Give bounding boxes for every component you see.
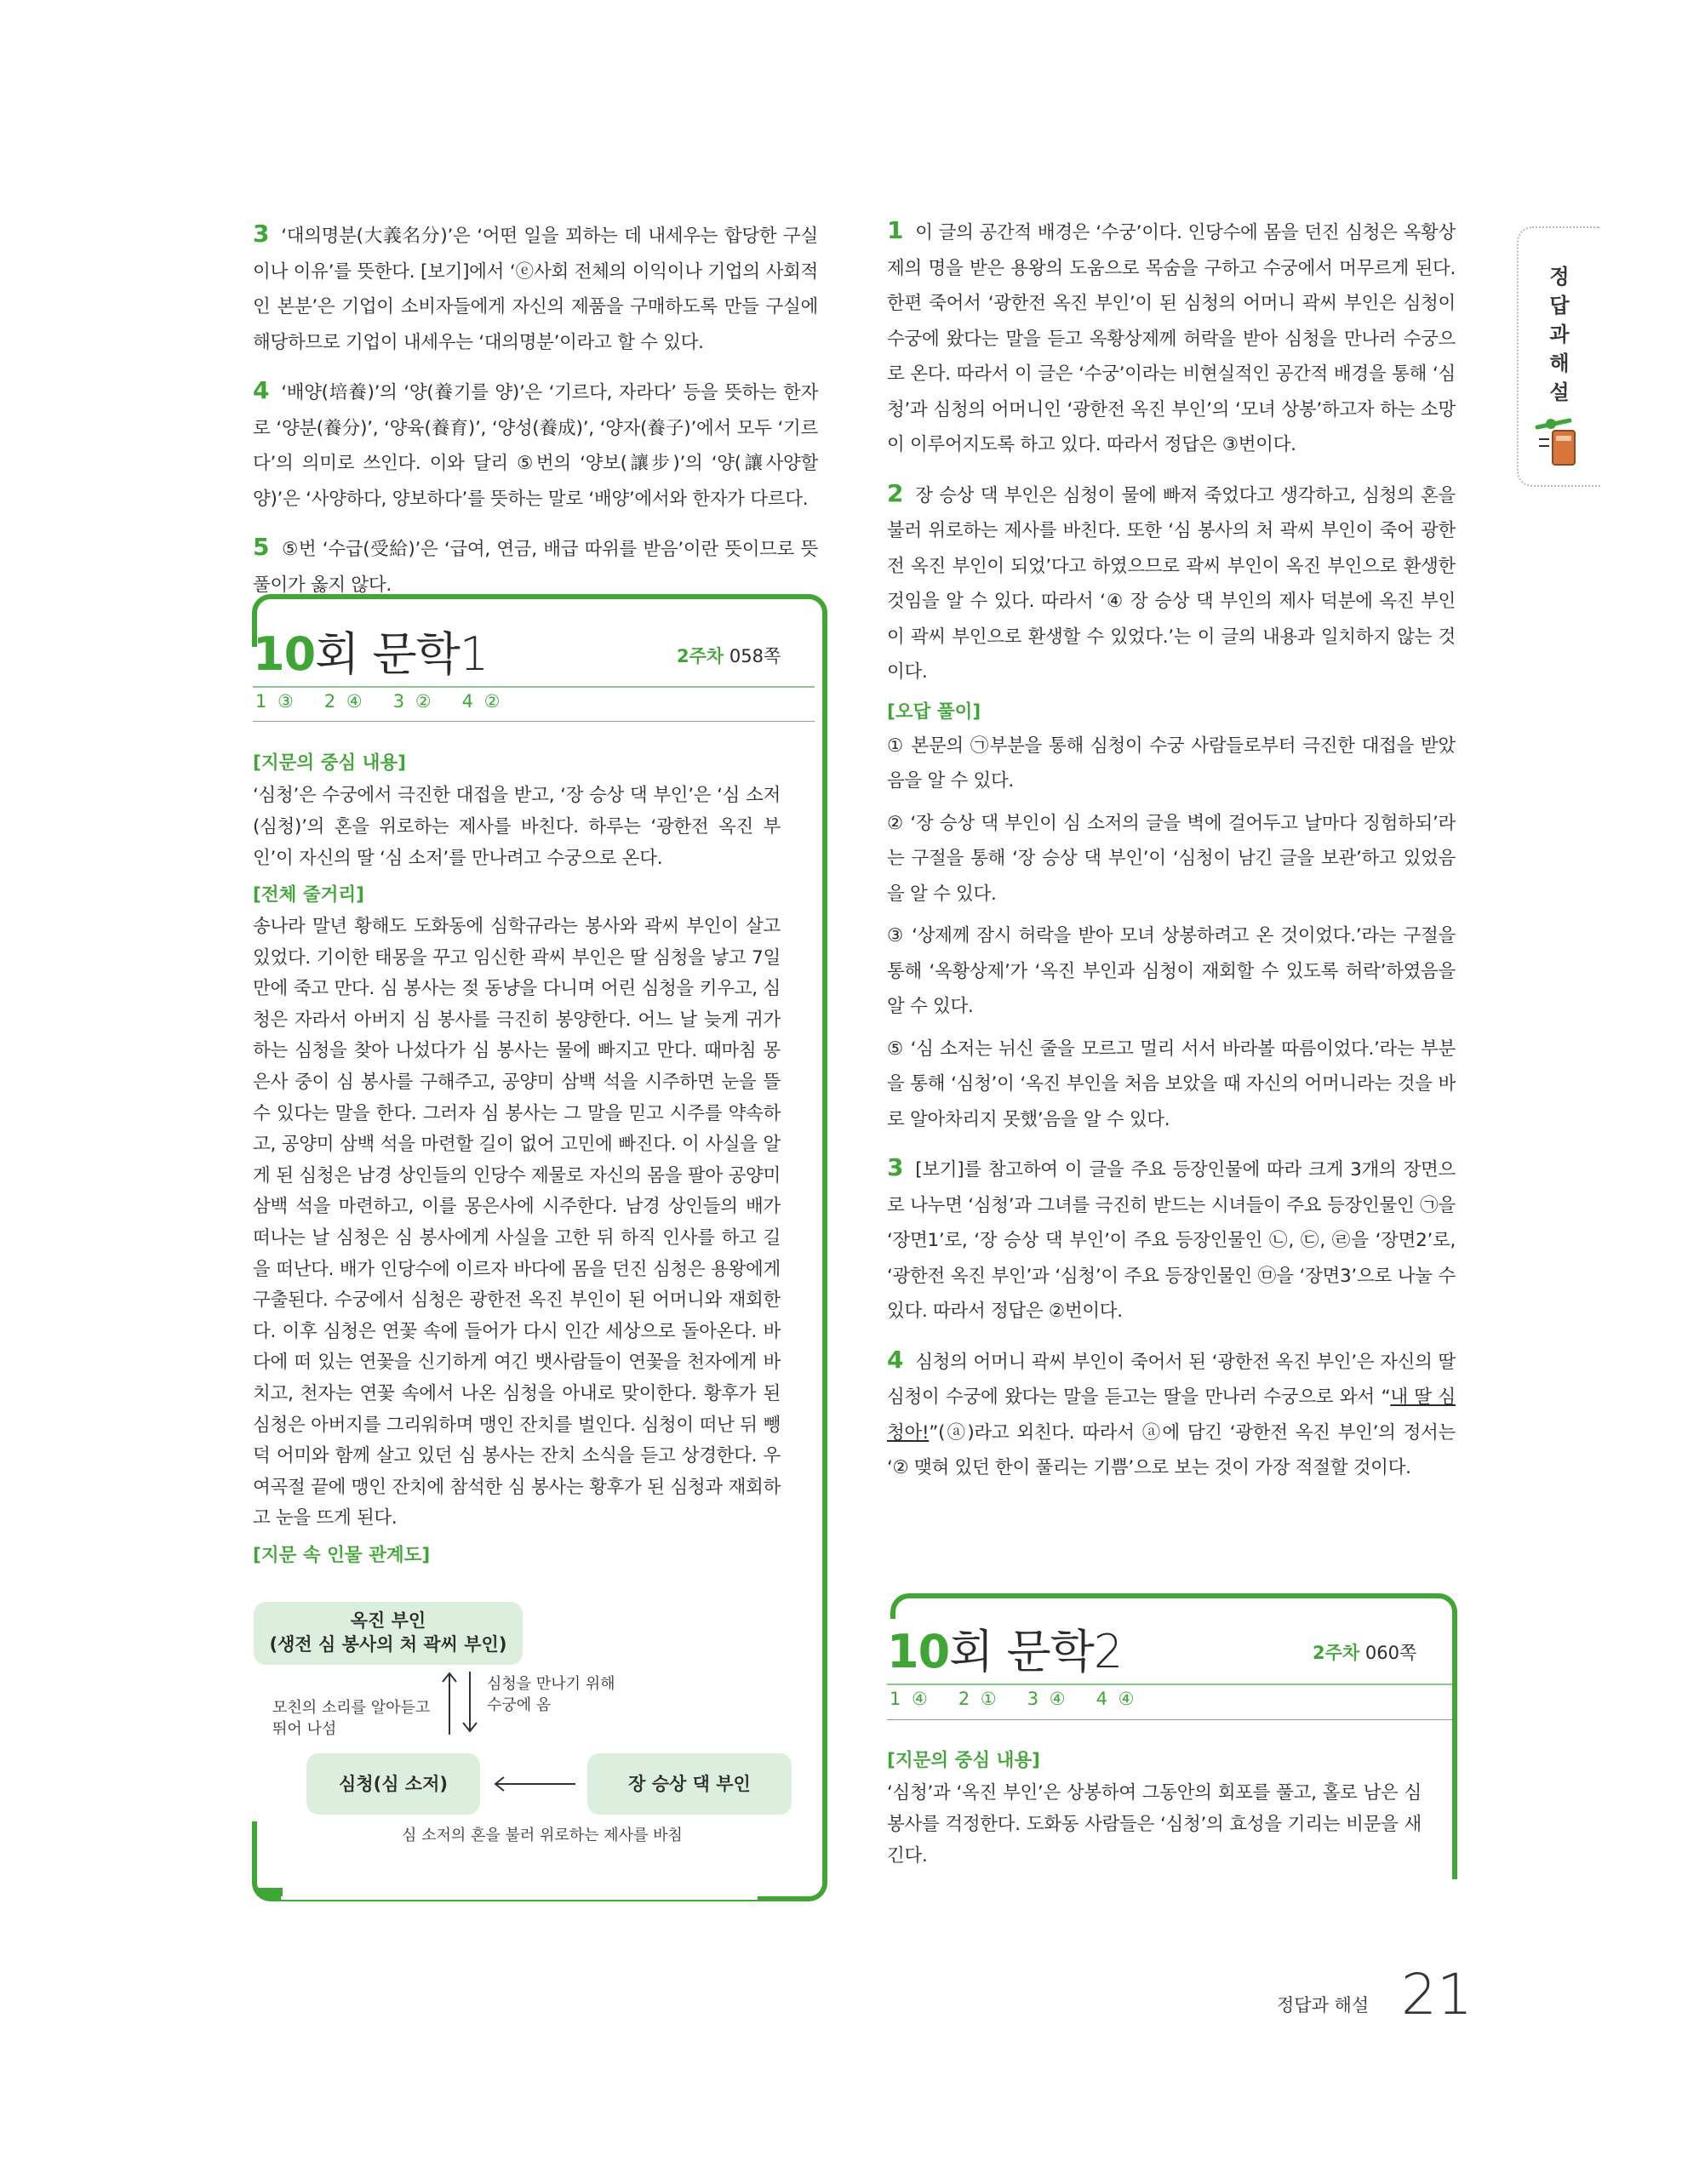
plot-heading: [전체 줄거리] [253,884,364,906]
center-content-heading-2: [지문의 중심 내용] [887,1750,1041,1771]
wrong-item-5: ⑤ ‘심 소저는 뉘신 줄을 모르고 멀리 서서 바라볼 따름이었다.’라는 부분을 통해 ‘심청’이 ‘옥진 부인을 처음 보았을 때 자신의 어머니라는 것을 바로 알아차리지 못했’음을 알 수 있다. [887,1038,1456,1130]
wrong-item-1: ① 본문의 ㉠부분을 통해 심청이 수궁 사람들로부터 극진한 대접을 받았음을 알 수 있다. [887,735,1456,792]
answer-3-explanation-right: 3 [보기]를 참고하여 이 글을 주요 등장인물에 따라 크게 3개의 장면으로 나누면 ‘심청’과 그녀를 극진히 받드는 시녀들이 주요 등장인물인 ㉠을 ‘장면1’로, ‘장 승상 댁 부인’이 주요 등장인물인 ㉡, ㉢, ㉣을 ‘장면2’로, ‘광한전 옥진 부인’과 ‘심청’이 주요 등장인물인 ㉤을 ‘장면3’으로 나눌 수 있다. 따라서 정답은 ②번이다. [887,1153,1456,1322]
wrong-item-2: ② ‘장 승상 댁 부인이 심 소저의 글을 벽에 걸어두고 날마다 징험하되’라는 구절을 통해 ‘장 승상 댁 부인’이 ‘심청이 남긴 글을 보관’하고 있었음을 알 수 있다. [887,812,1456,905]
answer-key-2: 1 ④ 2 ① 3 ④ 4 ④ [890,1689,1135,1709]
right-arrow-caption: 심청을 만나기 위해 수궁에 옴 [487,1675,615,1714]
center-content-text-2: ‘심청’과 ‘옥진 부인’은 상봉하여 그동안의 회포를 풀고, 홀로 남은 심 봉사를 걱정한다. 도화동 사람들은 ‘심청’의 효성을 기리는 비문을 새긴다. [887,1782,1422,1867]
footer-label: 정답과 해설 [1277,1995,1370,2015]
node-okjin-buin: 옥진 부인 (생전 심 봉사의 처 곽씨 부인) [254,1602,523,1665]
page-number: 21 [1401,1962,1473,2027]
left-column-top [253,216,818,615]
bottom-caption: 심 소저의 혼을 불러 위로하는 제사를 바침 [402,1827,683,1844]
section-divider-1b [253,721,815,722]
bidirectional-arrow-icon [436,1668,487,1738]
section-title-2: 10회 문학2 [887,1625,1123,1678]
answer-2-explanation: 2 장 승상 댁 부인은 심청이 물에 빠져 죽었다고 생각하고, 심청의 혼을 불러 위로하는 제사를 바친다. 또한 ‘심 봉사의 처 곽씨 부인이 죽어 광한전 옥진 부인이 되었’다고 하였으므로 곽씨 부인이 옥진 부인으로 환생한 것임을 알 수 있다. 따라서 ‘④ 장 승상 댁 부인의 제사 덕분에 옥진 부인이 곽씨 부인으로 환생할 수 있었다.’는 이 글의 내용과 일치하지 않는 것이다. [887,478,1456,683]
section-divider-2b [887,1719,1452,1720]
node-simcheong: 심청(심 소저) [306,1753,480,1815]
section-week-1: 2주차 058쪽 [677,646,781,666]
book-and-pencil-icon [1534,414,1585,470]
left-arrow-icon [492,1774,577,1794]
box1-content [253,742,781,1572]
wrong-answer-heading: [오답 풀이] [887,700,981,723]
wrong-item-3: ③ ‘상제께 잠시 허락을 받아 모녀 상봉하려고 온 것이었다.’라는 구절을 통해 ‘옥황상제’가 ‘옥진 부인과 심청이 재회할 수 있도록 허락’하였음을 알 수 있다. [887,925,1456,1017]
answer-4-explanation: 4 ‘배양(培養)’의 ‘양(養기를 양)’은 ‘기르다, 자라다’ 등을 뜻하는 한자로 ‘양분(養分)’, ‘양육(養育)’, ‘양성(養成)’, ‘양자(養子)’에서 모두 ‘기르다’의 의미로 쓰인다. 이와 달리 ⑤번의 ‘양보(讓步)’의 ‘양(讓사양할 양)’은 ‘사양하다, 양보하다’를 뜻하는 말로 ‘배양’에서와 한자가 다르다. [253,376,818,510]
center-content-heading: [지문의 중심 내용] [253,752,407,774]
answer-3-explanation: 3 ‘대의명분(大義名分)’은 ‘어떤 일을 꾀하는 데 내세우는 합당한 구실이나 이유’를 뜻한다. [보기]에서 ‘ⓔ사회 전체의 이익이나 기업의 사회적인 본분’은 기업이 소비자들에게 자신의 제품을 구매하도록 만들 구실에 해당하므로 기업이 내세우는 ‘대의명분’이라고 할 수 있다. [253,220,818,353]
relationship-heading: [지문 속 인물 관계도] [253,1544,431,1566]
side-tab-label: 정 답 과 해 설 [1549,265,1570,404]
section-title-1: 10회 문학1 [253,627,489,681]
plot-text: 송나라 말년 황해도 도화동에 심학규라는 봉사와 곽씨 부인이 살고 있었다. 기이한 태몽을 꾸고 임신한 곽씨 부인은 딸 심청을 낳고 7일 만에 죽고 만다. 심 봉사는 젖 동냥을 다니며 어린 심청을 키우고, 심청은 자라서 아버지 심 봉사를 극진히 봉양한다. 어느 날 늦게 귀가하는 심청을 찾아 나섰다가 심 봉사는 물에 빠지고 만다. 때마침 몽은사 중이 심 봉사를 구해주고, 공양미 삼백 석을 시주하면 눈을 뜰 수 있다는 말을 한다. 그러자 심 봉사는 그 말을 믿고 시주를 약속하고, 공양미 삼백 석을 마련할 길이 없어 고민에 빠진다. 이 사실을 알게 된 심청은 남경 상인들의 인당수 제물로 자신의 몸을 팔아 공양미 삼백 석을 마련하고, 이를 몽은사에 시주한다. 남경 상인들의 배가 떠나는 날 심청은 심 봉사에게 사실을 고한 뒤 하직 인사를 하고 길을 떠난다. 배가 인당수에 이르자 바다에 몸을 던진 심청은 용왕에게 구출된다. 수궁에서 심청은 광한전 옥진 부인이 된 어머니와 재회한다. 이후 심청은 연꽃 속에 들어가 다시 인간 세상으로 돌아온다. 바다에 떠 있는 연꽃을 신기하게 여긴 뱃사람들이 연꽃을 천자에게 바치고, 천자는 연꽃 속에서 나온 심청을 아내로 맞이한다. 황후가 된 심청은 아버지를 그리워하며 맹인 잔치를 벌인다. 심청이 떠난 뒤 뺑덕 어미와 함께 살고 있던 심 봉사는 잔치 소식을 듣고 상경한다. 우여곡절 끝에 맹인 잔치에 참석한 심 봉사는 황후가 된 심청과 재회하고 눈을 뜨게 된다. [253,916,781,1529]
node-jang-seungsang-buin: 장 승상 댁 부인 [587,1753,792,1815]
section-week-2: 2주차 060쪽 [1313,1643,1417,1663]
answer-4-explanation-right: 4 심청의 어머니 곽씨 부인이 죽어서 된 ‘광한전 옥진 부인’은 자신의 딸 심청이 수궁에 왔다는 말을 듣고는 딸을 만나러 수궁으로 와서 “내 딸 심청아!”(ⓐ)라고 외친다. 따라서 ⓐ에 담긴 ‘광한전 옥진 부인’의 정서는 ‘② 맺혀 있던 한이 풀리는 기쁨’으로 보는 것이 가장 적절할 것이다. [887,1345,1456,1478]
answer-1-explanation: 1 이 글의 공간적 배경은 ‘수궁’이다. 인당수에 몸을 던진 심청은 옥황상제의 명을 받은 용왕의 도움으로 목숨을 구하고 수궁에서 머무르게 된다. 한편 죽어서 ‘광한전 옥진 부인’이 된 심청의 어머니 곽씨 부인은 심청이 수궁에 왔다는 말을 듣고 옥황상제께 허락을 받아 심청을 만나러 수궁으로 온다. 따라서 이 글은 ‘수궁’이라는 비현실적인 공간적 배경을 통해 ‘심청’과 심청의 어머니인 ‘광한전 옥진 부인’의 ‘모녀 상봉’하고자 하는 소망이 이루어지도록 하고 있다. 따라서 정답은 ③번이다. [887,216,1456,455]
box2-content [887,1740,1422,1884]
left-arrow-caption: 모친의 소리를 알아듣고 뛰어 나섬 [272,1699,431,1738]
answer-key-1: 1 ③ 2 ④ 3 ② 4 ② [255,691,501,712]
section-divider-1 [253,686,815,688]
answer-5-explanation: 5 ⑤번 ‘수급(受給)’은 ‘급여, 연금, 배급 따위를 받음’이란 뜻이므로 뜻풀이가 옳지 않다. [253,533,818,596]
right-column [887,213,1456,1499]
section-divider-2 [887,1684,1452,1685]
center-content-text: ‘심청’은 수궁에서 극진한 대접을 받고, ‘장 승상 댁 부인’은 ‘심 소저(심청)’의 혼을 위로하는 제사를 바친다. 하루는 ‘광한전 옥진 부인’이 자신의 딸 ‘심 소저’를 만나려고 수궁으로 온다. [253,785,781,869]
side-tab [1517,226,1600,487]
